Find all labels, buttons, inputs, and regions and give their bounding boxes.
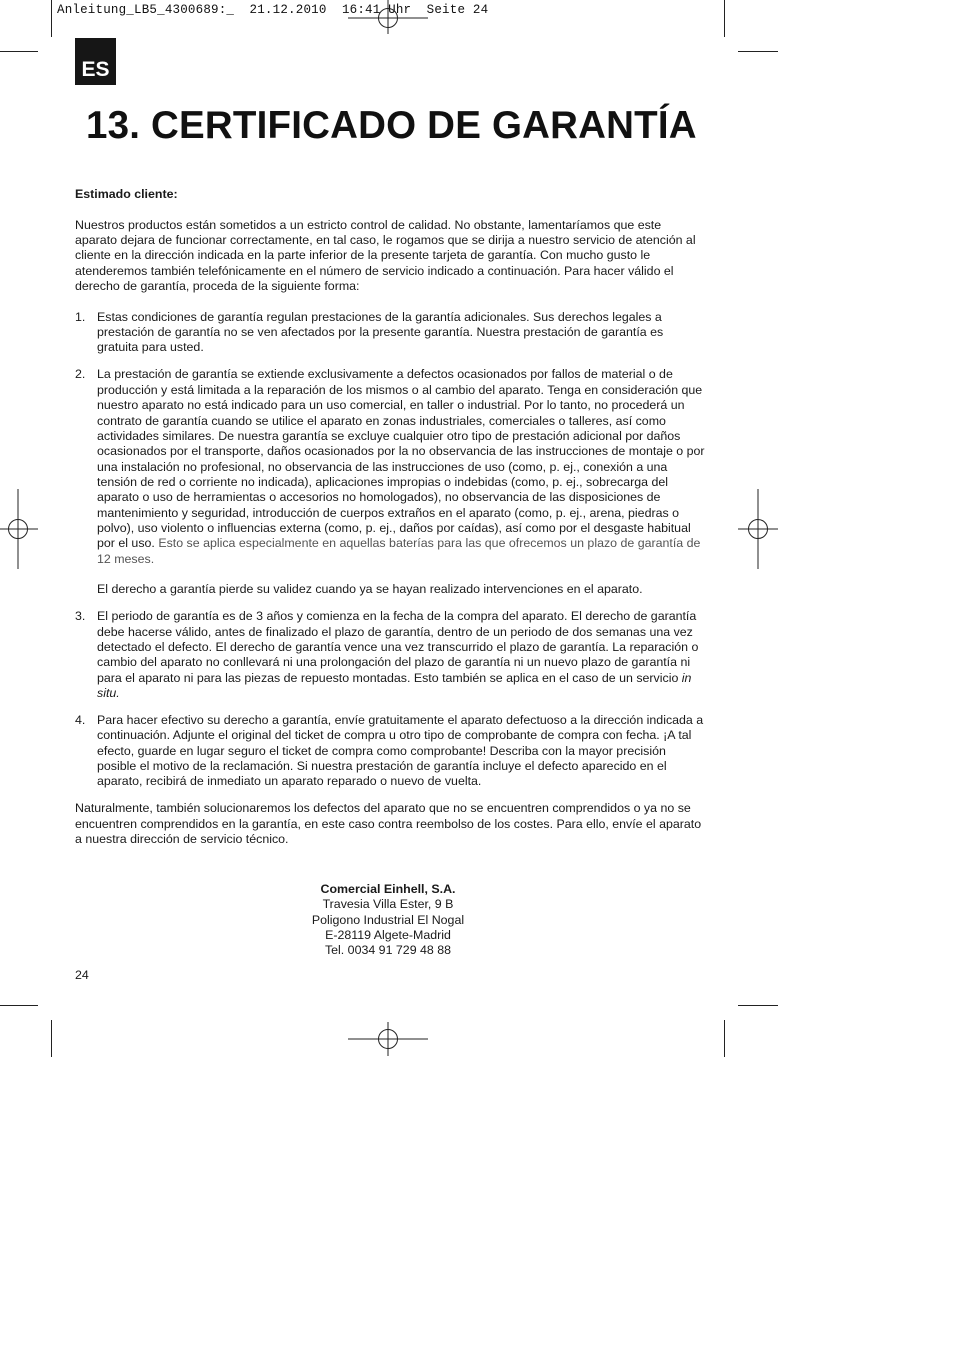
greeting: Estimado cliente: xyxy=(75,187,178,201)
registration-mark-left xyxy=(0,489,40,569)
service-address xyxy=(288,882,488,959)
address-area: Poligono Industrial El Nogal xyxy=(311,912,465,927)
intro-paragraph: Nuestros productos están sometidos a un estricto control de calidad. No obstante, lamentaríamos que este aparato dejara de funcionar correctamente, en tal caso, le rogamos que se dirija a nuestro servicio de atención al cliente en la dirección indicada en la parte inferior de la presente tarjeta de garantía. Con mucho gusto le atenderemos también telefónicamente en el número de servicio indicado a continuación. Para hacer válido el derecho de garantía, proceda de la siguiente forma: xyxy=(75,217,696,294)
address-phone: Tel. 0034 91 729 48 88 xyxy=(324,943,452,958)
page-number: 24 xyxy=(75,968,89,982)
registration-mark-right xyxy=(738,489,778,569)
list-extra-text: El derecho a garantía pierde su validez cuando ya se hayan realizado intervenciones en el aparato. xyxy=(97,582,643,597)
italic-term: in situ. xyxy=(97,670,692,701)
registration-mark-bottom xyxy=(348,1022,428,1058)
list-item xyxy=(75,310,705,356)
print-slug: Anleitung_LB5_4300689:_ 21.12.2010 16:41 Uhr Seite 24 xyxy=(57,3,489,17)
address-street: Travesia Villa Ester, 9 B xyxy=(322,897,454,912)
warranty-body xyxy=(75,187,705,848)
page-title: 13. CERTIFICADO DE GARANTÍA xyxy=(86,104,697,147)
list-number: 2. xyxy=(75,367,86,382)
list-text: Estas condiciones de garantía regulan prestaciones de la garantía adicionales. Sus derechos legales a prestación de garantía no se ven afectados por la presente garantía. Nuestra prestación de garantía es gratuita para usted. xyxy=(97,309,664,355)
crop-mark xyxy=(724,0,725,37)
list-item xyxy=(75,609,705,701)
closing-paragraph: Naturalmente, también solucionaremos los defectos del aparato que no se encuentren comprendidos o ya no se encuentren comprendidos en la garantía, en este caso contra reembolso de los costes. Para ello, envíe el aparato a nuestra dirección de servicio técnico. xyxy=(75,801,702,847)
crop-mark xyxy=(738,51,778,52)
list-text: El periodo de garantía es de 3 años y comienza en la fecha de la compra del aparato. El derecho de garantía debe hacerse válido, antes de finalizado el plazo de garantía, dentro de un periodo de dos semanas una vez detectado el defecto. El derecho de garantía vence una vez transcurrido el plazo de garantía. La reparación o cambio del aparato no conllevará ni una prolongación del plazo de garantía ni un nuevo plazo de garantía ni para el aparato ni para las piezas de repuesto montadas. Esto también se aplica en el caso de un servicio in situ. xyxy=(97,609,699,701)
list-item xyxy=(75,713,705,790)
company-name: Comercial Einhell, S.A. xyxy=(320,882,456,896)
list-text: La prestación de garantía se extiende exclusivamente a defectos ocasionados por fallos de material o de producción y está limitada a la reparación de los mismos o al cambio del aparato. Tenga en consideración que nuestro aparato no está indicado para un uso comercial, en taller o industrial. Por lo tanto, no procederá un contrato de garantía cuando se utilice el aparato en zonas industriales, comerciales o talleres, así como actividades similares. De nuestra garantía se excluye cualquier otro tipo de prestación adicional por daños ocasionados por el transporte, daños ocasionados por la no observancia de las instrucciones de montaje o por una instalación no profesional, no observancia de las instrucciones de uso (como, p. ej., conexión a una tensión de red o corriente no indicada), aplicaciones impropias o indebidas (como, p. ej., sobrecarga del aparato o uso de herramientas o accesorios no homologados), no observancia de las disposiciones de mantenimiento y seguridad, introducción de cuerpos extraños en el aparato (como, p. ej., arena, piedras o polvo), uso violento o influencias externa (como, p. ej., daños por caídas), así como por el desgaste habitual por el uso. Esto se aplica especialmente en aquellas baterías para las que ofrecemos un plazo de garantía de 12 meses. xyxy=(97,367,705,566)
battery-note: Esto se aplica especialmente en aquellas baterías para las que ofrecemos un plazo de garantía de 12 meses. xyxy=(97,536,701,566)
crop-mark xyxy=(51,1020,52,1057)
crop-mark xyxy=(51,0,52,37)
list-text: Para hacer efectivo su derecho a garantía, envíe gratuitamente el aparato defectuoso a la dirección indicada a continuación. Adjunte el original del ticket de compra u otro tipo de comprobante de compra con fecha. ¡A tal efecto, guarde en lugar seguro el ticket de compra como comprobante! Describa con la mayor precisión posible el motivo de la reclamación. Si nuestra prestación de garantía incluye el defecto aparecido en el aparato, recibirá de inmediato un aparato reparado o nuevo de vuelta. xyxy=(97,713,704,789)
language-tab: ES xyxy=(75,38,116,85)
crop-mark xyxy=(724,1020,725,1057)
list-number: 4. xyxy=(75,713,86,728)
list-number: 1. xyxy=(75,309,86,324)
crop-mark xyxy=(738,1005,778,1006)
address-city: E-28119 Algete-Madrid xyxy=(325,928,451,943)
crop-mark xyxy=(0,51,38,52)
registration-mark-top xyxy=(348,0,428,40)
crop-mark xyxy=(0,1005,38,1006)
list-number: 3. xyxy=(75,609,86,624)
list-item xyxy=(75,367,705,597)
